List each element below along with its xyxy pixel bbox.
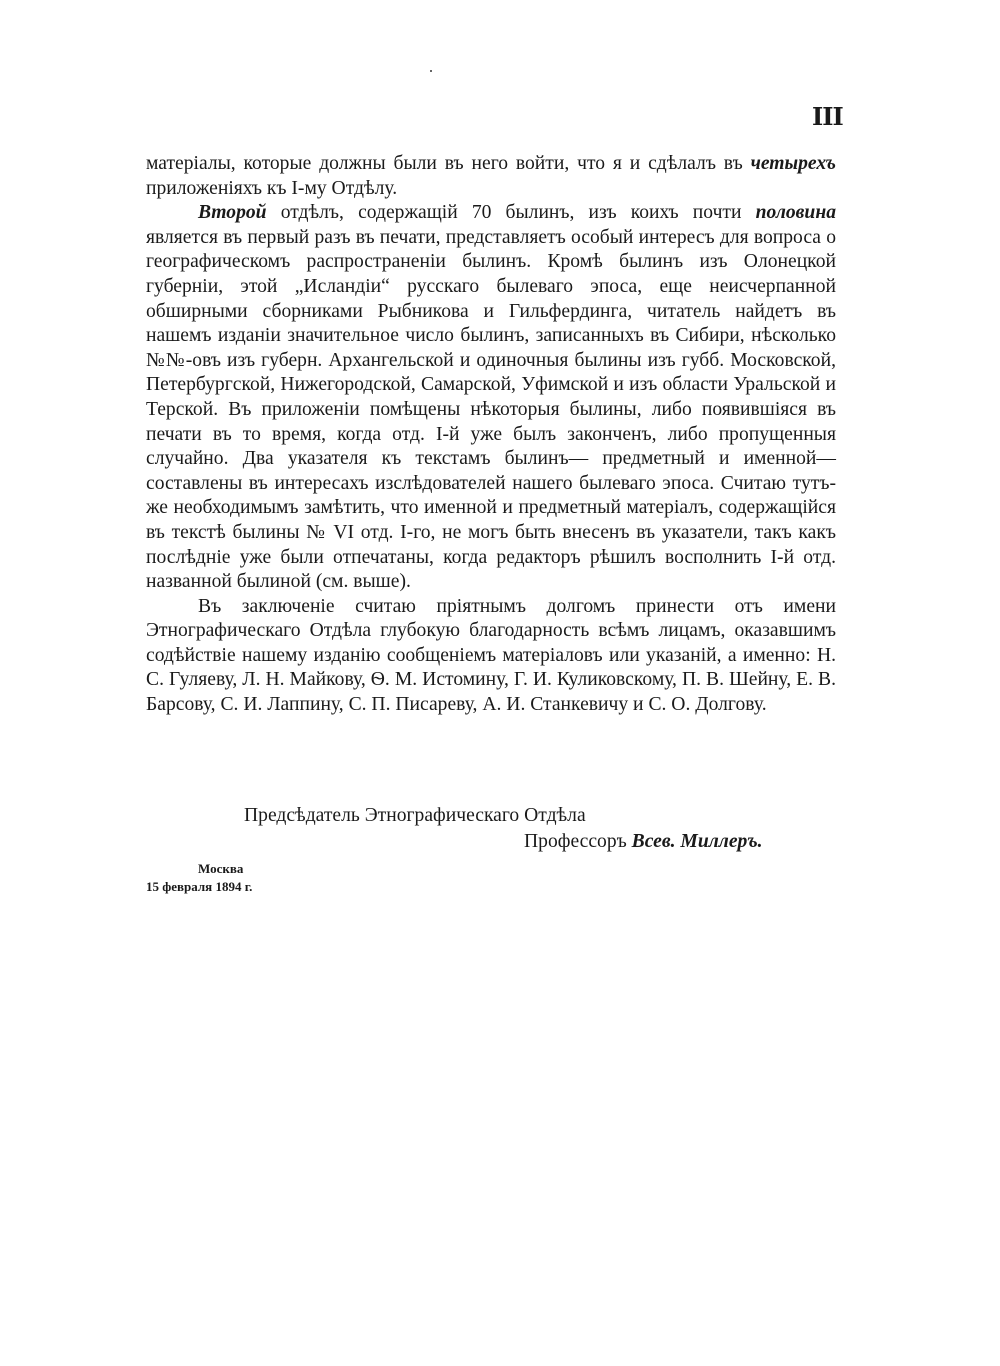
p1-text-end: приложеніяхъ къ I-му Отдѣлу. [146,177,398,199]
place-date [146,860,252,896]
p1-text-start: матеріалы, которые должны были въ него войти, что я и сдѣлалъ въ [146,153,751,174]
p2-text-start: отдѣлъ, содержащій 70 былинъ, изъ коихъ почти [266,202,756,224]
paragraph-1 [146,152,836,201]
main-text [146,152,836,718]
signature-title: Профессоръ [524,831,632,852]
print-speck [430,70,432,72]
signature-position: Предсѣдатель Этнографическаго Отдѣла [244,805,586,826]
p2-text-body: является въ первый разъ въ печати, представляетъ особый интересъ для вопроса о географическомъ распространеніи былинъ. Кромѣ былинъ изъ Олонецкой губерніи, этой „Исландіи“ русскаго былеваго эпоса, еще неисчерпанной обширными сборниками Рыбникова и Гильфердинга, читатель найдетъ въ нашемъ изданіи значительное число былинъ, записанныхъ въ Сибири, нѣсколько №№-овъ изъ губерн. Архангельской и одиночныя былины изъ губб. Московской, Петербургской, Нижегородской, Самарской, Уфимской и изъ области Уральской и Терской. Въ приложеніи помѣщены нѣкоторыя былины, либо появившіяся въ печати въ то время, когда отд. I-й уже былъ законченъ, либо пропущенныя случайно. Два указателя къ текстамъ былинъ— предметный и именной—составлены въ интересахъ изслѣдователей нашего былеваго эпоса. Считаю тутъ-же необходимымъ замѣтить, что именной и предметный матеріалъ, содержащійся въ текстѣ былины № VI отд. I-го, не могъ быть внесенъ въ указатели, такъ какъ послѣдніе уже были отпечатаны, когда редакторъ рѣшилъ восполнить I-й отд. названной былиной (см. выше). [146,226,836,593]
date: 15 февраля 1894 г. [146,879,253,894]
signature-name-line [146,830,836,854]
signature-name: Всев. Миллеръ. [631,831,763,852]
p2-italic-word: половина [755,202,836,224]
paragraph-3: Въ заключеніе считаю пріятнымъ долгомъ принести отъ имени Этнографическаго Отдѣла глубокую благодарность всѣмъ лицамъ, оказавшимъ содѣйствіе нашему изданію сообщеніемъ матеріаловъ или указаній, а именно: Н. С. Гуляеву, Л. Н. Майкову, Ѳ. М. Истомину, Г. И. Куликовскому, П. В. Шейну, Е. В. Барсову, С. И. Лаппину, С. П. Писареву, А. И. Станкевичу и С. О. Долгову. [146,595,836,716]
p1-italic-word: четырехъ [750,153,836,174]
paragraph-2 [146,201,836,595]
p2-italic-lead: Второй [198,202,267,224]
signature-block [146,804,836,854]
place: Москва [198,861,244,876]
page-number: III [812,102,843,131]
